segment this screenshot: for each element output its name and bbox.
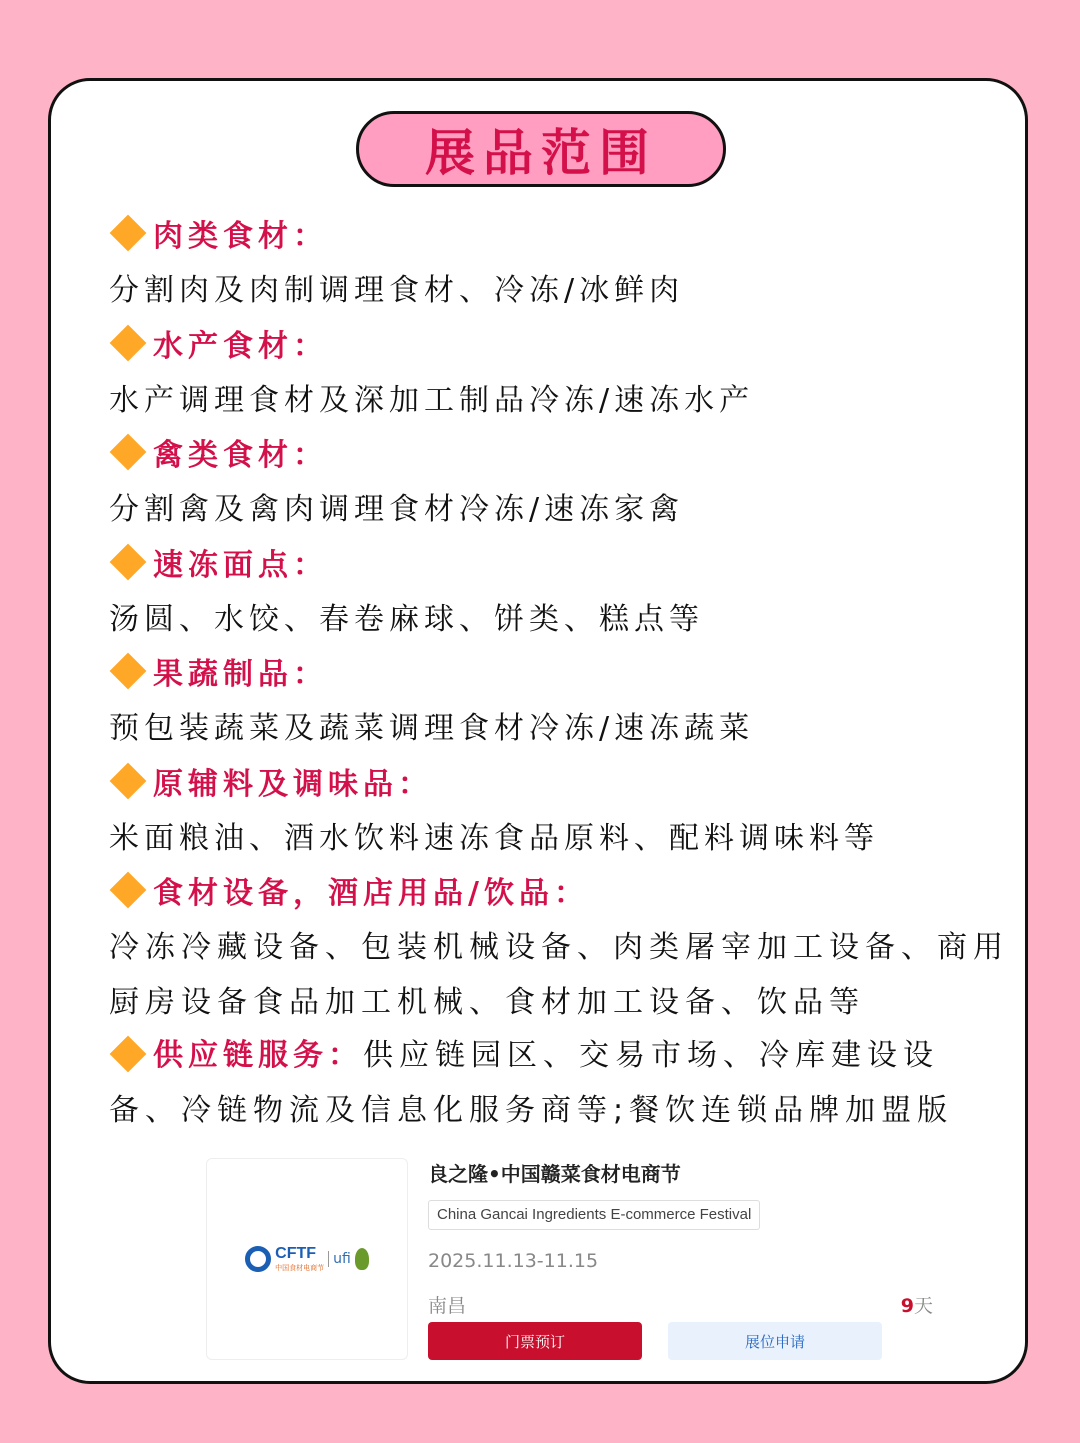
countdown-number: 9 — [900, 1295, 914, 1317]
section-heading: 食材设备，酒店用品/饮品： — [153, 876, 589, 911]
diamond-bullet-icon — [110, 434, 147, 471]
section-body: 预包装蔬菜及蔬菜调理食材冷冻/速冻蔬菜 — [109, 711, 755, 746]
event-logo — [206, 1158, 408, 1360]
section-vegetables — [109, 649, 1009, 756]
diamond-bullet-icon — [110, 215, 147, 252]
event-english-name: China Gancai Ingredients E-commerce Festival — [428, 1200, 760, 1230]
section-heading: 供应链服务： — [153, 1038, 363, 1073]
section-heading: 原辅料及调味品： — [153, 767, 433, 802]
section-frozen-pastry — [109, 540, 1009, 647]
section-body: 供应链园区、交易市场、冷库建设设备、冷链物流及信息化服务商等;餐饮连锁品牌加盟版 — [109, 1038, 954, 1128]
section-body: 分割禽及禽肉调理食材冷冻/速冻家禽 — [109, 492, 685, 527]
section-supply-chain — [109, 1028, 1009, 1138]
countdown-unit: 天 — [913, 1295, 933, 1317]
booth-application-button[interactable]: 展位申请 — [668, 1322, 882, 1360]
event-city: 南昌 — [428, 1295, 467, 1317]
diamond-bullet-icon — [110, 325, 147, 362]
diamond-bullet-icon — [110, 544, 147, 581]
section-heading: 果蔬制品： — [153, 657, 328, 692]
event-name: 良之隆•中国赣菜食材电商节 — [428, 1162, 681, 1186]
section-heading: 肉类食材： — [153, 219, 328, 254]
section-body: 水产调理食材及深加工制品冷冻/速冻水产 — [109, 383, 755, 418]
section-heading: 速冻面点： — [153, 548, 328, 583]
section-body: 分割肉及肉制调理食材、冷冻/冰鲜肉 — [109, 273, 685, 308]
section-body: 冷冻冷藏设备、包装机械设备、肉类屠宰加工设备、商用厨房设备食品加工机械、食材加工设备、饮品等 — [109, 930, 1009, 1020]
logo-text: CFTF — [275, 1245, 317, 1262]
diamond-bullet-icon — [110, 763, 147, 800]
cftf-logo-icon — [245, 1246, 271, 1272]
event-card[interactable] — [206, 1158, 933, 1363]
diamond-bullet-icon — [110, 872, 147, 909]
ticket-booking-button[interactable]: 门票预订 — [428, 1322, 642, 1360]
ufi-logo: ufi — [328, 1251, 351, 1267]
section-body: 米面粮油、酒水饮料速冻食品原料、配料调味料等 — [109, 821, 879, 856]
section-seasoning — [109, 759, 1009, 866]
main-card — [48, 78, 1028, 1384]
section-seafood — [109, 321, 1009, 428]
diamond-bullet-icon — [110, 653, 147, 690]
leaf-logo-icon — [355, 1248, 369, 1270]
section-heading: 禽类食材： — [153, 438, 328, 473]
event-date: 2025.11.13-11.15 — [428, 1250, 599, 1272]
page-title: 展品范围 — [425, 124, 657, 182]
section-body: 汤圆、水饺、春卷麻球、饼类、糕点等 — [109, 602, 704, 637]
title-pill — [356, 111, 726, 187]
logo-subtext: 中国食材电商节 — [275, 1264, 325, 1272]
diamond-bullet-icon — [110, 1035, 147, 1072]
section-meat — [109, 211, 1009, 318]
section-heading: 水产食材： — [153, 329, 328, 364]
section-equipment — [109, 868, 1009, 1030]
event-countdown — [901, 1291, 933, 1318]
section-poultry — [109, 430, 1009, 537]
